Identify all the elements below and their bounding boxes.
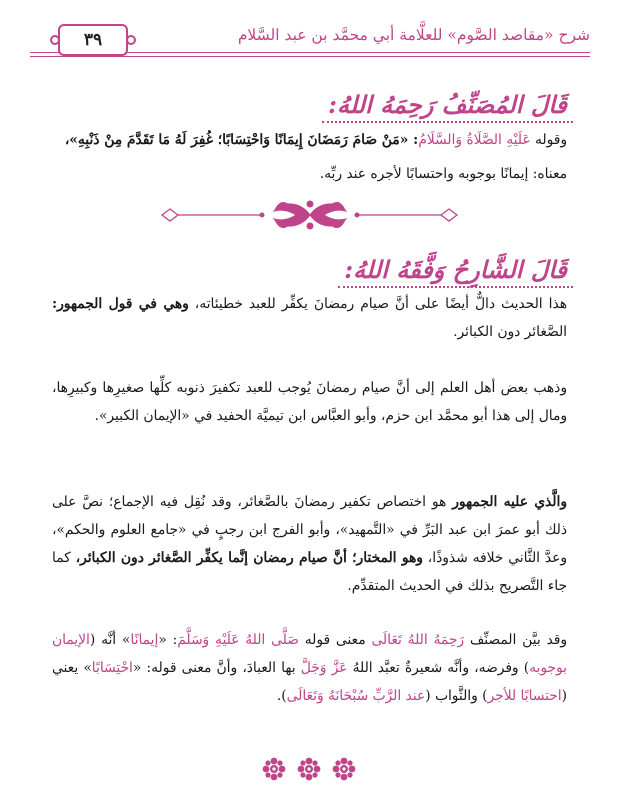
text-span: ) وفرضه، وأنَّه شعيرةٌ تعبَّد اللهُ — [352, 660, 530, 676]
text-span: : « — [158, 632, 178, 648]
bold-text: والَّذي عليه الجمهور — [452, 494, 568, 510]
text-span: وقوله — [535, 132, 567, 148]
header-rule-thin — [30, 56, 590, 57]
text-span: هو اختصاص تكفير رمضانَ بالصَّغائر، وقد نُقِل فيه الإجماع؛ نصَّ على ذلك أبو عمرَ ابن عبد البَرِّ في «التَّمهيد»، وأبو الفرج ابن رجبٍ في «جامع العلوم والحكم»، وعدَّ الثَّاني خلافه شذوذًا، — [52, 494, 568, 566]
floral-divider-icon — [0, 198, 619, 232]
quoted-term: إيمانًا — [130, 632, 159, 648]
heading-underline — [322, 121, 573, 123]
quoted-term: احْتِسَابًا — [91, 660, 133, 676]
text-span: ) والثَّواب ( — [425, 688, 488, 704]
text-span: وقد بيَّن المصنِّف — [469, 632, 568, 648]
commentary-paragraph-2 — [52, 374, 567, 430]
commentator-heading — [344, 255, 567, 284]
page-number: ٣٩ — [58, 24, 128, 56]
quoted-term: عند الرَّبِّ — [372, 688, 426, 704]
text-span: كما جاء التَّصريح بذلك في الحديث المتقدِّم. — [52, 550, 567, 594]
text-span: ). — [276, 688, 287, 704]
text-span: » أنَّه ( — [89, 632, 131, 648]
commentary-paragraph-3 — [52, 488, 567, 600]
page-header — [30, 22, 590, 62]
author-paragraph-2 — [52, 160, 567, 188]
text-span: معناه: إيمانًا بوجوبه واحتسابًا لأجره عند ربِّه. — [319, 166, 567, 182]
flower-trio-icon — [254, 752, 364, 786]
text-span: معنى قوله — [304, 632, 366, 648]
honorific-text: عَزَّ وَجَلَّ — [300, 660, 348, 676]
text-span: بها العبادَ، وأنَّ معنى قوله: « — [132, 660, 296, 676]
heading-underline — [338, 286, 573, 288]
author-paragraph-1 — [52, 126, 567, 154]
header-title: شرح «مقاصد الصَّوم» للعلَّامة أبي محمَّد بن عبد السَّلام — [237, 26, 590, 44]
honorific-text: سُبْحَانَهُ وَتَعَالَى — [286, 688, 369, 704]
commentator-heading-text: قَالَ الشَّارِحُ وَفَّقَهُ اللهُ: — [344, 255, 567, 284]
commentary-paragraph-1 — [52, 290, 567, 346]
bold-text: وهي في قول الجمهور: — [52, 296, 189, 312]
quoted-term: احتسابًا للأجر — [487, 688, 562, 704]
text-span: الصَّغائر دون الكبائر. — [453, 324, 567, 340]
text-span: هذا الحديث دالٌّ أيضًا على أنَّ صيام رمضانَ يكفِّر للعبد خطيئاته، — [194, 296, 567, 312]
author-heading — [328, 90, 567, 119]
honorific-text: رَحِمَهُ اللهُ تَعَالَى — [371, 632, 465, 648]
commentary-paragraph-4 — [52, 626, 567, 710]
quoted-term: الإيمان بوجوبه — [52, 632, 568, 676]
honorific-text: عَلَيْهِ الصَّلَاةُ وَالسَّلَامُ — [418, 132, 531, 148]
honorific-text: صَلَّى اللهُ عَلَيْهِ وَسَلَّمَ — [177, 632, 299, 648]
text-span: وذهب بعض أهل العلم إلى أنَّ صيام رمضانَ يُوجب للعبد تكفيرَ ذنوبه كلِّها صغيرِها وكبيرِها، ومال إلى هذا أبو محمَّد ابن حزم، وأبو العبَّاس ابن تيميَّة الحفيد في «الإيمان الكبير». — [52, 380, 567, 424]
bold-text: وهو المختار؛ أنَّ صيام رمضان إنَّما يكفِّر الصَّغائر دون الكبائر، — [75, 550, 423, 566]
text-span: » يعني ( — [52, 660, 567, 704]
author-heading-text: قَالَ المُصَنِّفُ رَحِمَهُ اللهُ: — [328, 90, 567, 119]
hadith-quote: : «مَنْ صَامَ رَمَضَانَ إِيمَانًا وَاحْتِسَابًا؛ غُفِرَ لَهُ مَا تَقَدَّمَ مِنْ ذَنْبِهِ»، — [64, 132, 419, 148]
